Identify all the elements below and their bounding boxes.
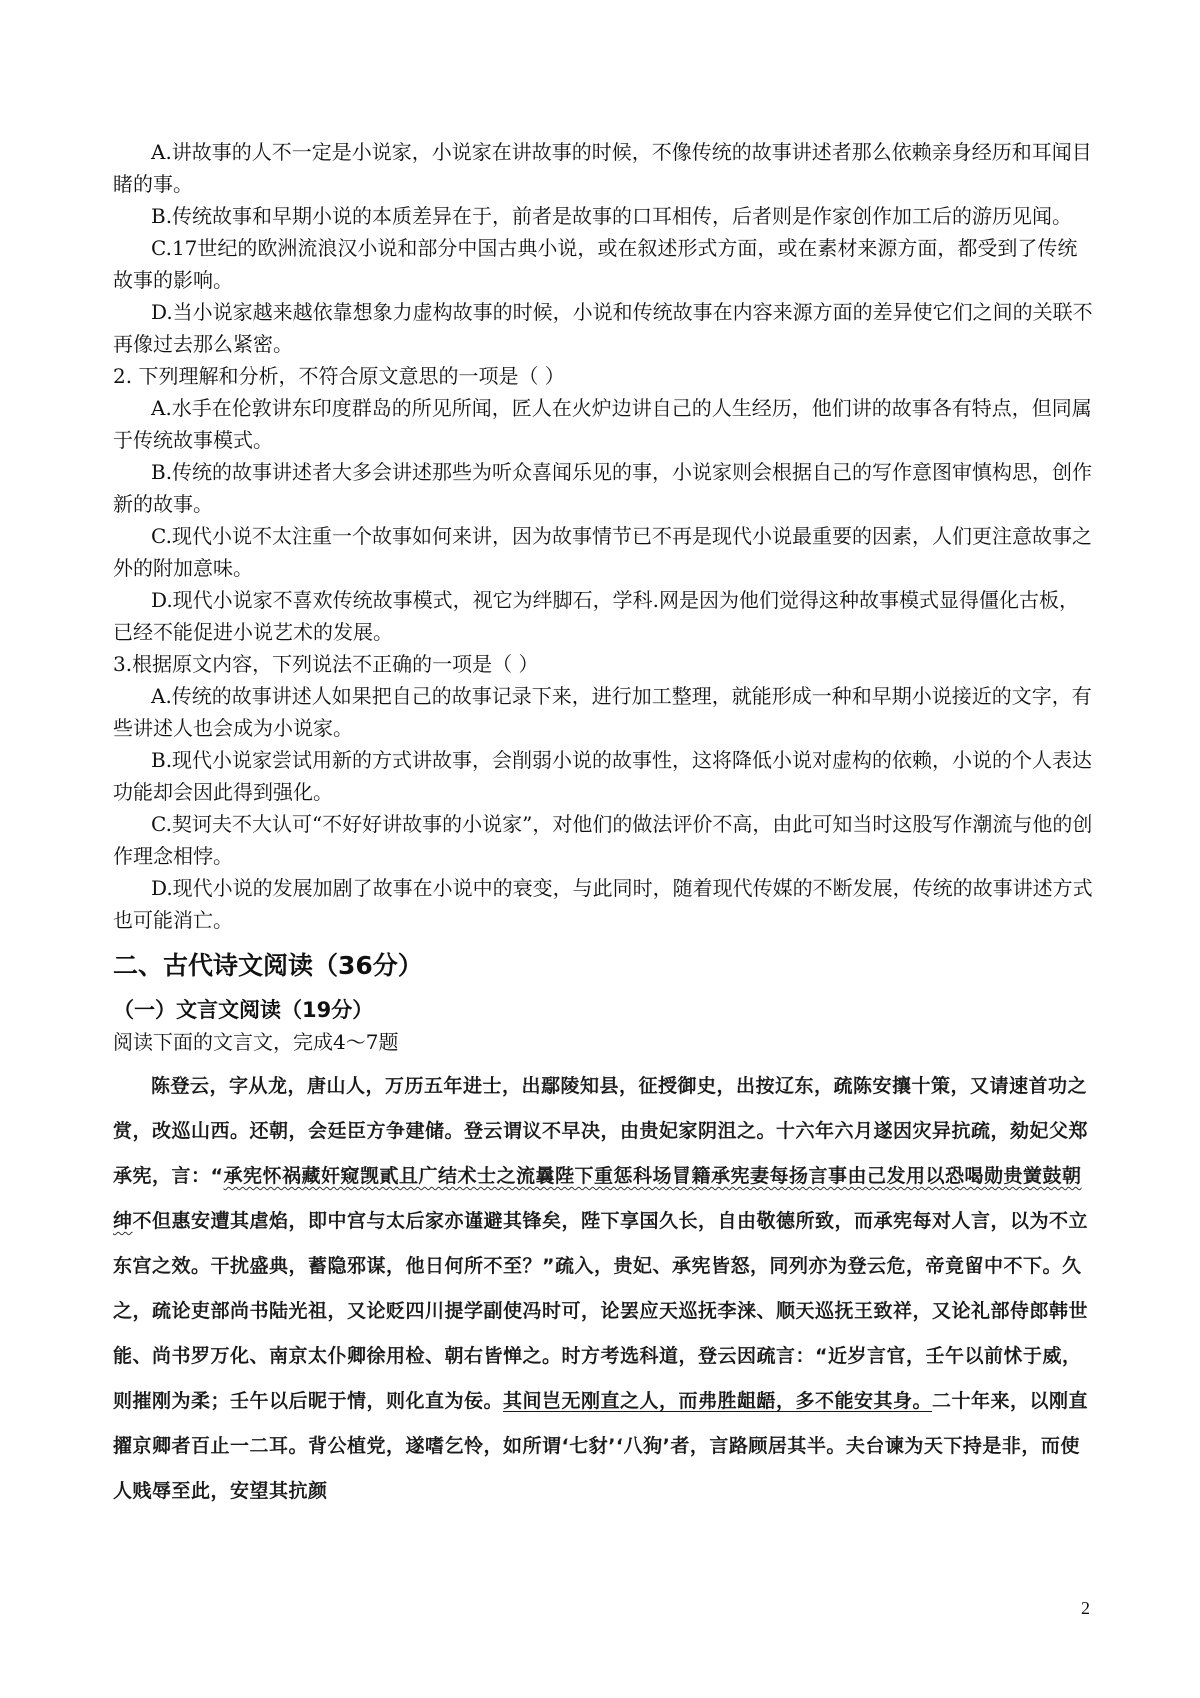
section-heading: 二、古代诗文阅读（36分） — [113, 951, 423, 980]
q2-option-b: B.传统的故事讲述者大多会讲述那些为听众喜闻乐见的事，小说家则会根据自己的写作意图审慎构思，创作新的故事。 — [113, 460, 1093, 516]
q3-stem: 3.根据原文内容，下列说法不正确的一项是（ ） — [113, 652, 539, 676]
passage-text-3: 二十年来，以刚直擢京卿者百止一二耳。背公植党，遂嗜乞怜，如所谓‘七豺’‘八狗’者，言路顾居其半。夫台谏为天下持是非，而使人贱辱至此，安望其抗颜 — [113, 1390, 1089, 1502]
passage-text-2: 不但惠安遭其虐焰，即中宫与太后家亦谨避其锋矣，陛下享国久长，自由敬德所致，而承宪每对人言，以为不立东宫之效。干扰盛典，蓄隐邪谋，他日何所不至？”疏入，贵妃、承宪皆怒，同列亦为登云危，帝竟留中不下。久之，疏论吏部尚书陆光祖，又论贬四川提学副使冯时可，论罢应天巡抚李涞、顺天巡抚王致祥，又论礼部侍郎韩世能、尚书罗万化、南京太仆卿徐用检、朝右皆惮之。时方考选科道，登云因疏言：“近岁言官，壬午以前怵于威，则摧刚为柔；壬午以后昵于情，则化直为佞。 — [113, 1210, 1089, 1412]
q1-option-c: C.17世纪的欧洲流浪汉小说和部分中国古典小说，或在叙述形式方面，或在素材来源方面，都受到了传统故事的影响。 — [113, 236, 1078, 292]
q2-stem: 2. 下列理解和分析，不符合原文意思的一项是（ ） — [113, 364, 565, 388]
q3-option-d: D.现代小说的发展加剧了故事在小说中的衰变，与此同时，随着现代传媒的不断发展，传统的故事讲述方式也可能消亡。 — [113, 876, 1093, 932]
q2-option-d: D.现代小说家不喜欢传统故事模式，视它为绊脚石，学科.网是因为他们觉得这种故事模式显得僵化古板，已经不能促进小说艺术的发展。 — [113, 588, 1080, 644]
reading-instruction: 阅读下面的文言文，完成4～7题 — [113, 1030, 399, 1054]
page-number: 2 — [1081, 1598, 1090, 1618]
wavy-underlined-text: 承宪怀祸藏奸窥觊貳且广结术士之流曩陛下重惩科场冒籍承宪妻每扬言事由己发用以恐喝勋贵黉鼓朝绅 — [113, 1165, 1082, 1232]
page-content — [113, 136, 1093, 1514]
q2-option-a: A.水手在伦敦讲东印度群岛的所见所闻，匠人在火炉边讲自己的人生经历，他们讲的故事各有特点，但同属于传统故事模式。 — [113, 396, 1092, 452]
subsection-heading: （一）文言文阅读（19分） — [113, 998, 374, 1022]
q3-option-a: A.传统的故事讲述人如果把自己的故事记录下来，进行加工整理，就能形成一种和早期小说接近的文字，有些讲述人也会成为小说家。 — [113, 684, 1092, 740]
classical-passage — [113, 1064, 1093, 1514]
q1-option-b: B.传统故事和早期小说的本质差异在于，前者是故事的口耳相传，后者则是作家创作加工后的游历见闻。 — [151, 204, 1073, 228]
q2-option-c: C.现代小说不太注重一个故事如何来讲，因为故事情节已不再是现代小说最重要的因素，人们更注意故事之外的附加意味。 — [113, 524, 1092, 580]
q1-option-d: D.当小说家越来越依靠想象力虚构故事的时候，小说和传统故事在内容来源方面的差异使它们之间的关联不再像过去那么紧密。 — [113, 300, 1093, 356]
q3-option-c: C.契诃夫不大认可“不好好讲故事的小说家”，对他们的做法评价不高，由此可知当时这股写作潮流与他的创作理念相悖。 — [113, 812, 1093, 868]
underlined-sentence: 其间岂无刚直之人，而弗胜龃龉，多不能安其身。 — [503, 1390, 933, 1412]
q3-option-b: B.现代小说家尝试用新的方式讲故事，会削弱小说的故事性，这将降低小说对虚构的依赖，小说的个人表达功能却会因此得到强化。 — [113, 748, 1093, 804]
q1-option-a: A.讲故事的人不一定是小说家，小说家在讲故事的时候，不像传统的故事讲述者那么依赖亲身经历和耳闻目睹的事。 — [113, 140, 1092, 196]
passage-text-1: 陈登云，字从龙，唐山人，万历五年进士，出鄢陵知县，征授御史，出按辽东，疏陈安攘十策，又请速首功之赏，改巡山西。还朝，会廷臣方争建储。登云谓议不早决，由贵妃家阴沮之。十六年六月遂因灾异抗疏，劾妃父郑承宪，言：“ — [113, 1075, 1089, 1187]
